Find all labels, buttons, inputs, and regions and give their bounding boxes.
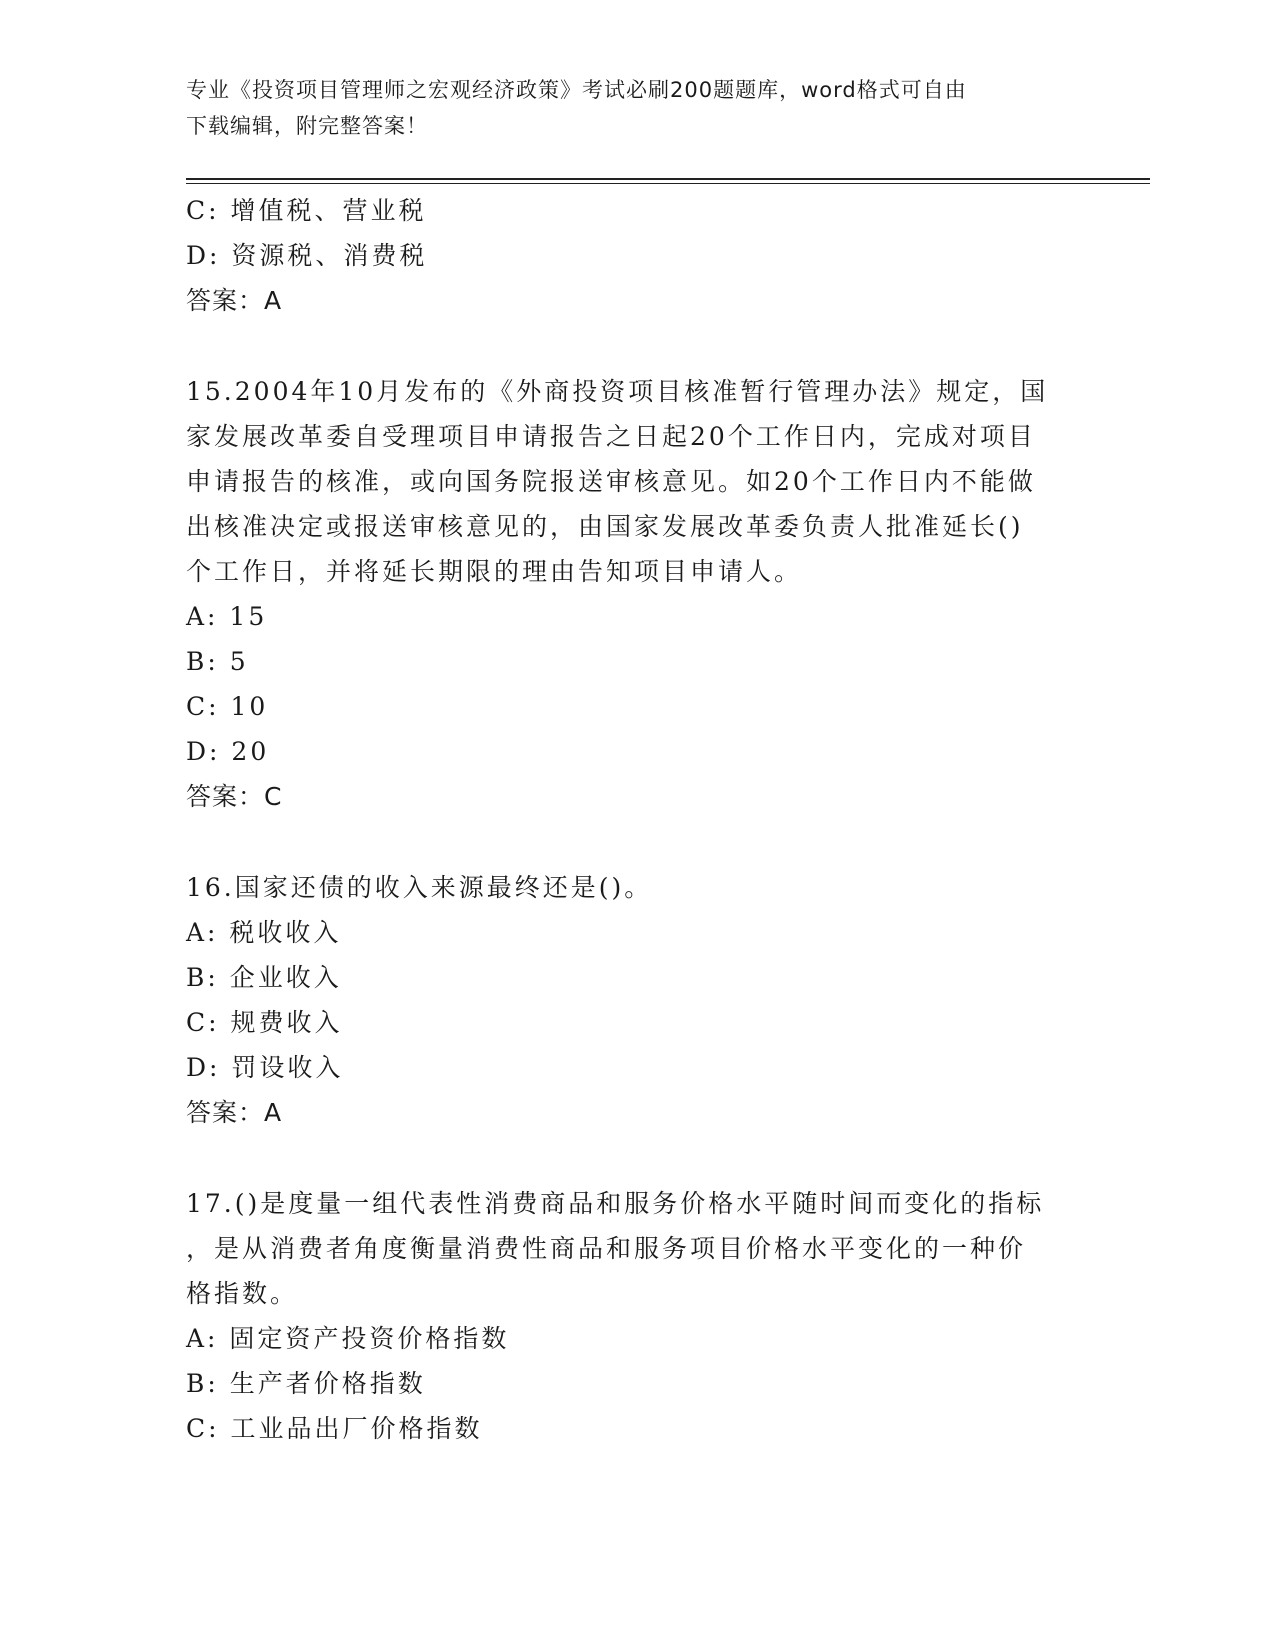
question-14 bbox=[186, 188, 1086, 323]
header-divider bbox=[186, 178, 1150, 184]
answer: 答案：A bbox=[186, 1098, 283, 1127]
option-c: C: 10 bbox=[186, 692, 269, 721]
document-header bbox=[186, 72, 1066, 144]
option-c: C: 规费收入 bbox=[186, 1008, 343, 1037]
question-stem-line: 16.国家还债的收入来源最终还是()。 bbox=[186, 873, 653, 902]
question-17 bbox=[186, 1181, 1086, 1451]
option-d: D: 资源税、消费税 bbox=[186, 241, 428, 270]
question-list bbox=[186, 188, 1086, 1451]
question-stem-line: 17.()是度量一组代表性消费商品和服务价格水平随时间而变化的指标 bbox=[186, 1189, 1045, 1218]
option-b: B: 生产者价格指数 bbox=[186, 1369, 426, 1398]
spacer bbox=[186, 323, 1086, 369]
option-a: A: 固定资产投资价格指数 bbox=[186, 1324, 510, 1353]
option-c: C: 工业品出厂价格指数 bbox=[186, 1414, 483, 1443]
question-stem-line: 15.2004年10月发布的《外商投资项目核准暂行管理办法》规定，国 bbox=[186, 377, 1049, 406]
option-a: A: 税收收入 bbox=[186, 918, 342, 947]
option-b: B: 5 bbox=[186, 647, 249, 676]
question-stem-line: ，是从消费者角度衡量消费性商品和服务项目价格水平变化的一种价 bbox=[186, 1234, 1027, 1263]
answer: 答案：A bbox=[186, 286, 283, 315]
option-c: C: 增值税、营业税 bbox=[186, 196, 427, 225]
question-stem-line: 家发展改革委自受理项目申请报告之日起20个工作日内，完成对项目 bbox=[186, 422, 1036, 451]
answer: 答案：C bbox=[186, 782, 283, 811]
header-line-2: 下载编辑，附完整答案！ bbox=[186, 114, 428, 138]
question-15 bbox=[186, 369, 1086, 819]
spacer bbox=[186, 1135, 1086, 1181]
question-stem-line: 出核准决定或报送审核意见的，由国家发展改革委负责人批准延长() bbox=[186, 512, 1024, 541]
question-stem-line: 个工作日，并将延长期限的理由告知项目申请人。 bbox=[186, 557, 803, 586]
question-stem-line: 格指数。 bbox=[186, 1279, 299, 1308]
option-d: D: 20 bbox=[186, 737, 270, 766]
option-a: A: 15 bbox=[186, 602, 268, 631]
spacer bbox=[186, 819, 1086, 865]
option-d: D: 罚设收入 bbox=[186, 1053, 344, 1082]
header-line-1: 专业《投资项目管理师之宏观经济政策》考试必刷200题题库，word格式可自由 bbox=[186, 78, 967, 102]
question-stem-line: 申请报告的核准，或向国务院报送审核意见。如20个工作日内不能做 bbox=[186, 467, 1036, 496]
option-b: B: 企业收入 bbox=[186, 963, 342, 992]
question-16 bbox=[186, 865, 1086, 1135]
